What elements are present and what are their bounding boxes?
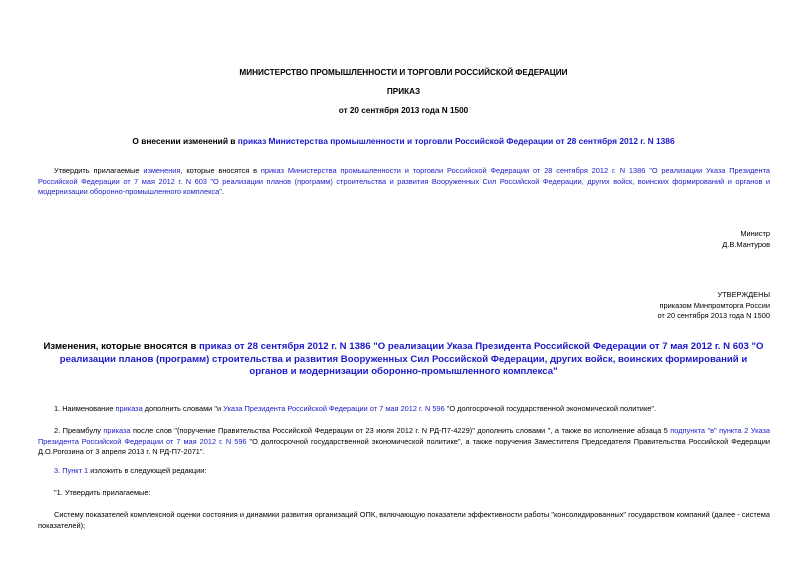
signature-block [722,229,770,250]
item1-link-order[interactable]: приказа [115,404,143,413]
item3-link-point[interactable]: 3. Пункт 1 [54,466,89,475]
body-text-2: , которые вносятся в [180,166,261,175]
item-1 [38,404,770,415]
body-link-changes[interactable]: изменения [143,166,181,175]
subject-link[interactable]: приказ Министерства промышленности и торговли Российской Федерации от 28 сентября 2012 г. N 1386 [237,136,675,146]
item3-text-1: изложить в следующей редакции: [88,466,207,475]
body-text-1: Утвердить прилагаемые [54,166,144,175]
item2-text-2: после слов "(поручение Правительства Российской Федерации от 23 июля 2012 г. N РД-П7-4229)" дополнить словами ", а также во исполнение абзаца 5 [130,426,671,435]
body-text-3: . [221,187,224,197]
changes-title-link[interactable]: приказ от 28 сентября 2012 г. N 1386 "О реализации Указа Президента Российской Федерации от 7 мая 2012 г. N 603 "О реализации планов (программ) строительства и развития Вооруженных Сил Российской Федерации, других войск, воинских формирований и органов и модернизации оборонно-промышленного комплекса" [59,341,764,377]
item-3-quote: "1. Утвердить прилагаемые: [54,488,151,497]
approval-block [657,290,770,322]
doc-type-heading: ПРИКАЗ [386,87,421,96]
signature-name: Д.В.Мантуров [722,239,770,249]
ministry-heading: МИНИСТЕРСТВО ПРОМЫШЛЕННОСТИ И ТОРГОВЛИ РОССИЙСКОЙ ФЕДЕРАЦИИ [239,68,568,77]
changes-title-prefix: Изменения, которые вносятся в [43,341,200,352]
item2-link-subpoint[interactable]: подпункта "в" пункта 2 Указа Президента Российской Федерации от 7 мая 2012 г. N 596 [38,426,771,446]
approval-line-3: от 20 сентября 2013 года N 1500 [657,311,770,321]
subject-prefix: О внесении изменений в [132,136,238,146]
body-link-order[interactable]: приказ Министерства промышленности и торговли Российской Федерации от 28 сентября 2012 г. N 1386 "О реализации Указа Президента Российской Федерации от 7 мая 2012 г. N 603 "О реализации планов (программ) строительства и развития Вооруженных Сил Российской Федерации, других войск, воинских формирований и органов и модернизации оборонно-промышленного комплекса" [38,166,771,197]
order-subject [0,136,807,147]
item-3-paragraph: Систему показателей комплексной оценки состояния и динамики развития организаций ОПК, включающую показатели эффективности работы "консолидированных" государством компаний (далее - система показателей); [38,510,770,530]
approval-line-2: приказом Минпромторга России [659,300,770,310]
item1-text-2: дополнить словами "и [142,404,224,413]
item2-text-3: "О долгосрочной государственной экономической политике", а также поручения Заместителя Председателя Правительства Российской Федерации Д.О.Рогозина от 3 апреля 2013 г. N РД-П7-2071". [38,436,770,457]
item1-link-decree[interactable]: Указа Президента Российской Федерации от 7 мая 2012 г. N 596 [223,404,445,413]
item2-text-1: 2. Преамбулу [54,426,104,435]
item1-text-1: 1. Наименование [54,404,116,413]
changes-title [40,341,767,379]
order-date-number: от 20 сентября 2013 года N 1500 [338,106,469,115]
approval-line-1: УТВЕРЖДЕНЫ [717,290,770,299]
item-3 [38,466,770,477]
item-2 [38,426,770,458]
item1-text-3: "О долгосрочной государственной экономической политике". [444,404,657,413]
signature-title: Министр [740,229,770,238]
item2-link-order[interactable]: приказа [103,426,131,435]
body-paragraph [38,166,770,198]
